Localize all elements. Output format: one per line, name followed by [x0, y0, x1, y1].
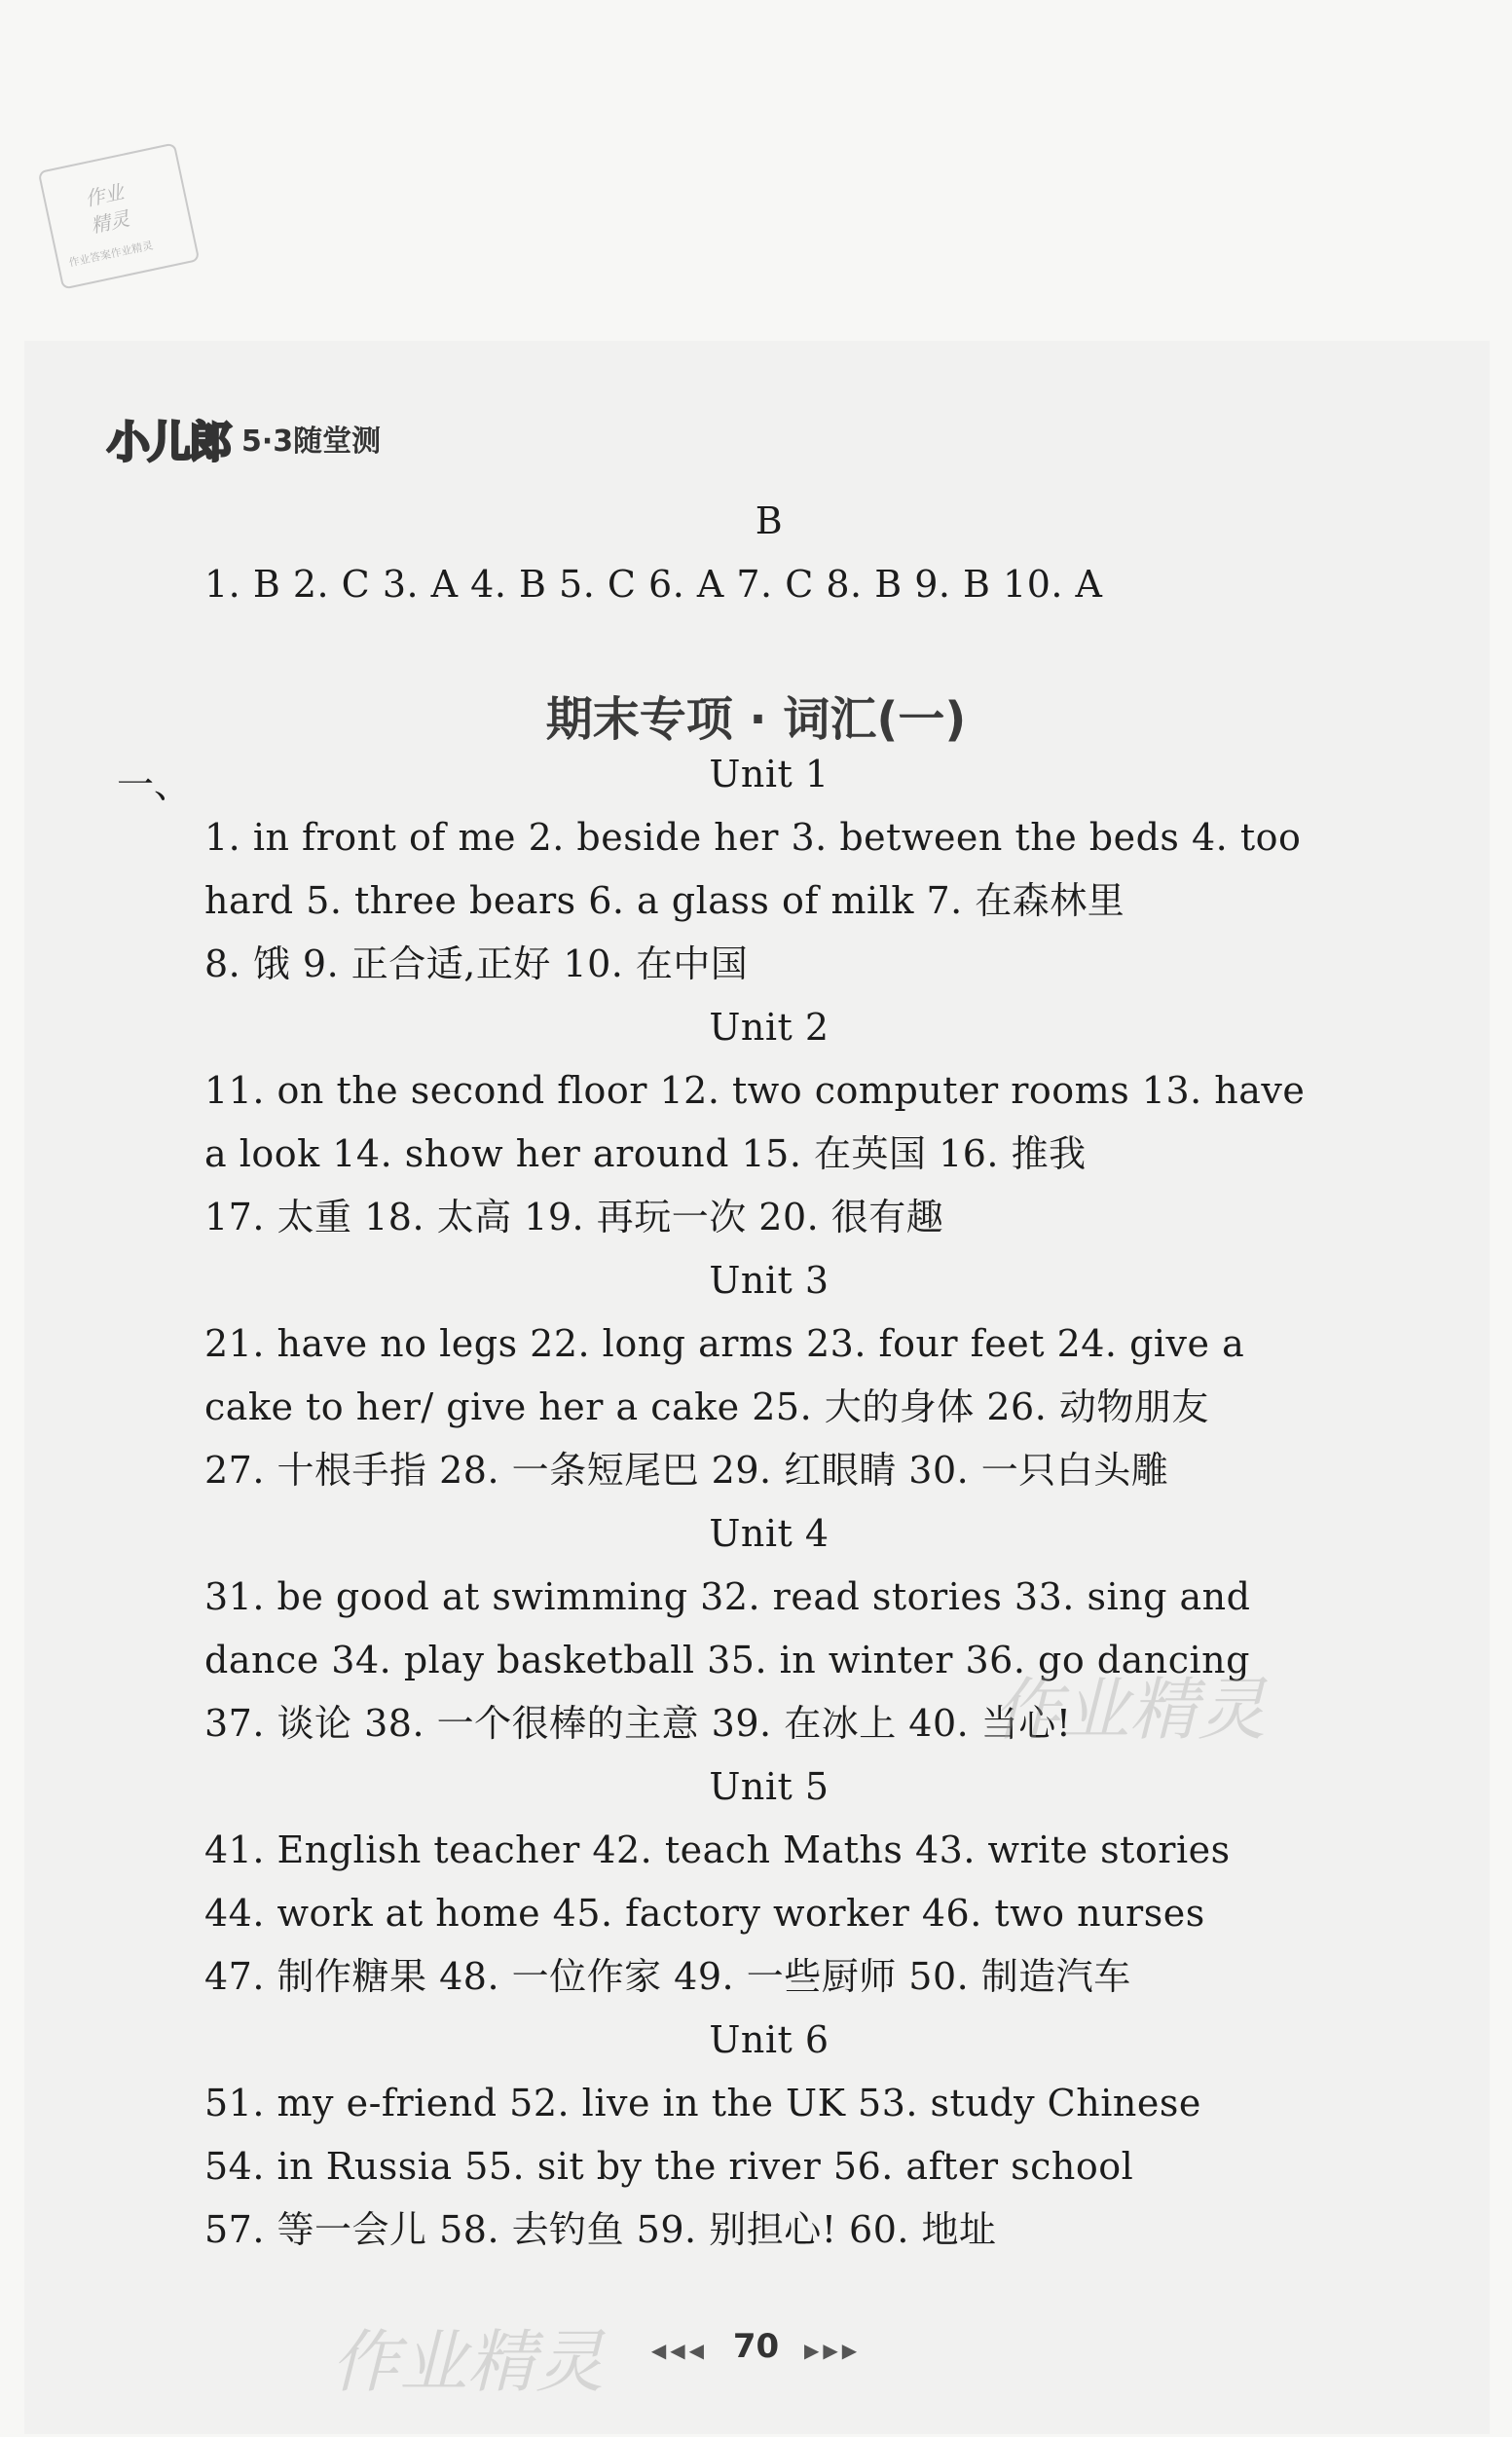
watermark-stamp — [38, 142, 201, 289]
stamp-line-3: 作业答案作业精灵 — [67, 239, 155, 270]
answer-line: 57. 等一会儿 58. 去钓鱼 59. 别担心! 60. 地址 — [204, 2208, 997, 2251]
section-b-answers: 1. B 2. C 3. A 4. B 5. C 6. A 7. C 8. B 9. B 10. A — [204, 563, 1103, 606]
answer-line: 11. on the second floor 12. two computer rooms 13. have — [204, 1069, 1306, 1112]
unit-heading: Unit 4 — [709, 1512, 830, 1555]
section-b-label: B — [755, 499, 784, 542]
answer-line: dance 34. play basketball 35. in winter 36. go dancing — [204, 1639, 1250, 1681]
answer-line: 27. 十根手指 28. 一条短尾巴 29. 红眼睛 30. 一只白头雕 — [204, 1449, 1169, 1492]
answer-line: 31. be good at swimming 32. read stories 33. sing and — [204, 1575, 1251, 1618]
answer-line: 21. have no legs 22. long arms 23. four feet 24. give a — [204, 1322, 1245, 1365]
stamp-line-2: 精灵 — [88, 206, 132, 238]
section-marker: 一、 — [117, 763, 192, 806]
unit-heading: Unit 6 — [709, 2018, 830, 2061]
next-arrows-icon: ▶▶▶ — [804, 2339, 862, 2362]
answer-line: hard 5. three bears 6. a glass of milk 7. 在森林里 — [204, 879, 1125, 922]
prev-arrows-icon: ◀◀◀ — [650, 2339, 708, 2362]
unit-heading: Unit 2 — [709, 1006, 830, 1049]
answer-line: 44. work at home 45. factory worker 46. two nurses — [204, 1892, 1205, 1935]
answer-line: 37. 谈论 38. 一个很棒的主意 39. 在冰上 40. 当心! — [204, 1702, 1072, 1745]
unit-heading: Unit 3 — [709, 1259, 830, 1302]
brand-logo — [107, 409, 381, 467]
unit-heading: Unit 1 — [709, 753, 830, 795]
stamp-line-1: 作业 — [83, 179, 127, 211]
watermark-bottom: 作业精灵 — [331, 2322, 604, 2402]
answer-line: a look 14. show her around 15. 在英国 16. 推我 — [204, 1132, 1087, 1175]
answer-line: 47. 制作糖果 48. 一位作家 49. 一些厨师 50. 制造汽车 — [204, 1955, 1131, 1998]
answer-line: 8. 饿 9. 正合适,正好 10. 在中国 — [204, 942, 749, 985]
answer-line: 54. in Russia 55. sit by the river 56. after school — [204, 2145, 1134, 2188]
page-footer — [0, 2327, 1512, 2366]
answer-line: cake to her/ give her a cake 25. 大的身体 26. 动物朋友 — [204, 1385, 1209, 1428]
answer-line: 51. my e-friend 52. live in the UK 53. study Chinese — [204, 2082, 1201, 2124]
answer-line: 17. 太重 18. 太高 19. 再玩一次 20. 很有趣 — [204, 1196, 944, 1238]
watermark-mid: 作业精灵 — [993, 1670, 1266, 1750]
logo-brand: 小儿郎 — [107, 418, 230, 467]
page-title: 期末专项 · 词汇(一) — [545, 692, 967, 747]
answer-line: 41. English teacher 42. teach Maths 43. write stories — [204, 1828, 1231, 1871]
answer-line: 1. in front of me 2. beside her 3. between the beds 4. too — [204, 816, 1302, 859]
logo-subtitle: 5·3随堂测 — [241, 425, 382, 459]
unit-heading: Unit 5 — [709, 1765, 830, 1808]
page-number: 70 — [732, 2327, 780, 2366]
